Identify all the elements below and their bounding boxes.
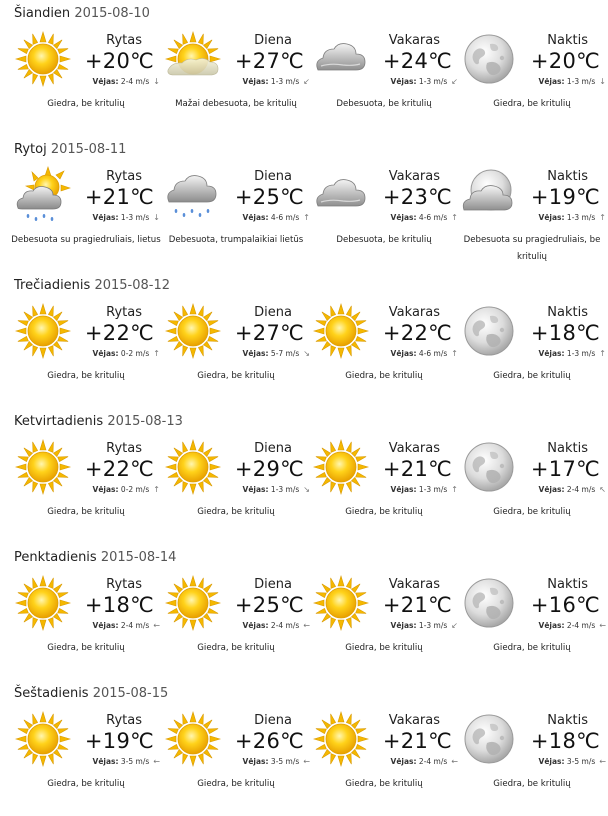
wind-info [93, 621, 160, 631]
period-forecast [458, 710, 606, 814]
wind-label: Vėjas: [242, 757, 269, 766]
wind-speed: 4-6 m/s [270, 213, 300, 222]
wind-direction-icon: ↙ [303, 77, 310, 86]
period-forecast [162, 574, 310, 678]
wind-speed: 1-3 m/s [418, 621, 448, 630]
temperature: +23℃ [382, 185, 452, 209]
period-name: Vakaras [388, 305, 440, 320]
wind-direction-icon: ← [599, 757, 606, 766]
period-forecast [12, 574, 160, 678]
period-forecast [12, 30, 160, 134]
sun-icon [312, 574, 370, 632]
wind-label: Vėjas: [538, 757, 565, 766]
cloud-icon [312, 166, 370, 224]
period-forecast [12, 302, 160, 406]
day-forecast [0, 408, 608, 544]
wind-info [243, 349, 310, 359]
day-date: 2015-08-12 [94, 278, 171, 293]
wind-speed: 2-4 m/s [418, 757, 448, 766]
day-name: Šiandien [14, 6, 71, 21]
moon-cloud-icon [460, 166, 518, 224]
wind-speed: 5-7 m/s [270, 349, 300, 358]
weather-description: Giedra, be kritulių [493, 99, 571, 109]
wind-info [539, 349, 606, 359]
wind-speed: 1-3 m/s [566, 349, 596, 358]
wind-direction-icon: ↘ [303, 485, 310, 494]
period-forecast [310, 710, 458, 814]
day-name: Trečiadienis [14, 278, 91, 293]
sun-icon [164, 574, 222, 632]
wind-speed: 1-3 m/s [418, 485, 448, 494]
temperature: +21℃ [84, 185, 154, 209]
wind-label: Vėjas: [538, 213, 565, 222]
weather-description: Giedra, be kritulių [47, 643, 125, 653]
wind-speed: 0-2 m/s [120, 485, 150, 494]
wind-info [93, 213, 160, 223]
period-name: Naktis [547, 169, 588, 184]
day-date: 2015-08-10 [74, 6, 150, 21]
wind-speed: 1-3 m/s [270, 485, 300, 494]
wind-info [93, 77, 160, 87]
temperature: +21℃ [382, 729, 452, 753]
wind-label: Vėjas: [390, 621, 417, 630]
wind-direction-icon: ↙ [451, 621, 458, 630]
wind-label: Vėjas: [92, 349, 119, 358]
wind-speed: 4-6 m/s [418, 213, 448, 222]
wind-info [391, 621, 458, 631]
wind-label: Vėjas: [242, 621, 269, 630]
weather-description: Giedra, be kritulių [47, 99, 125, 109]
wind-info [539, 485, 606, 495]
wind-label: Vėjas: [538, 349, 565, 358]
sun-icon [14, 574, 72, 632]
weather-description: Giedra, be kritulių [197, 643, 275, 653]
moon-icon [460, 710, 518, 768]
wind-info [539, 757, 606, 767]
weather-description: Giedra, be kritulių [47, 779, 125, 789]
weather-description: Giedra, be kritulių [197, 371, 275, 381]
wind-info [243, 485, 310, 495]
period-name: Rytas [106, 713, 142, 728]
wind-speed: 2-4 m/s [120, 77, 150, 86]
wind-direction-icon: ↑ [599, 213, 606, 222]
period-forecast [12, 166, 160, 270]
wind-speed: 3-5 m/s [566, 757, 596, 766]
period-forecast [458, 438, 606, 542]
period-name: Vakaras [388, 33, 440, 48]
wind-label: Vėjas: [390, 213, 417, 222]
temperature: +21℃ [382, 457, 452, 481]
weather-description: Debesuota, be kritulių [336, 235, 432, 245]
wind-info [243, 213, 310, 223]
day-date: 2015-08-14 [100, 550, 177, 565]
cloud-rain-icon [164, 166, 222, 224]
temperature: +25℃ [234, 593, 304, 617]
temperature: +19℃ [530, 185, 600, 209]
period-name: Vakaras [388, 441, 440, 456]
period-name: Vakaras [388, 713, 440, 728]
wind-label: Vėjas: [538, 485, 565, 494]
wind-direction-icon: ↑ [451, 213, 458, 222]
sun-icon [14, 710, 72, 768]
wind-direction-icon: ↖ [599, 485, 606, 494]
wind-speed: 1-3 m/s [120, 213, 150, 222]
weather-description: Debesuota su pragiedruliais, lietus [11, 235, 161, 245]
wind-label: Vėjas: [242, 485, 269, 494]
day-forecast [0, 680, 608, 816]
wind-label: Vėjas: [538, 77, 565, 86]
sun-icon [312, 302, 370, 360]
day-date: 2015-08-13 [107, 414, 183, 429]
wind-direction-icon: ↑ [599, 349, 606, 358]
weather-description: Giedra, be kritulių [197, 779, 275, 789]
temperature: +24℃ [382, 49, 452, 73]
period-name: Vakaras [388, 577, 440, 592]
period-name: Naktis [547, 441, 588, 456]
wind-info [539, 621, 606, 631]
temperature: +22℃ [84, 321, 154, 345]
day-forecast [0, 136, 608, 272]
sun-icon [164, 438, 222, 496]
period-name: Diena [254, 33, 292, 48]
period-forecast [162, 438, 310, 542]
day-name: Penktadienis [14, 550, 97, 565]
wind-direction-icon: ↑ [153, 349, 160, 358]
period-forecast [458, 166, 606, 270]
period-forecast [310, 166, 458, 270]
wind-speed: 2-4 m/s [566, 485, 596, 494]
wind-speed: 1-3 m/s [418, 77, 448, 86]
moon-icon [460, 302, 518, 360]
temperature: +26℃ [234, 729, 304, 753]
wind-info [243, 621, 310, 631]
period-name: Rytas [106, 169, 142, 184]
wind-direction-icon: ↓ [153, 213, 160, 222]
weather-description: Giedra, be kritulių [493, 643, 571, 653]
temperature: +20℃ [530, 49, 600, 73]
period-name: Naktis [547, 33, 588, 48]
temperature: +18℃ [84, 593, 154, 617]
temperature: +29℃ [234, 457, 304, 481]
wind-speed: 1-3 m/s [270, 77, 300, 86]
wind-label: Vėjas: [92, 485, 119, 494]
weather-description: Giedra, be kritulių [197, 507, 275, 517]
moon-icon [460, 30, 518, 88]
period-name: Rytas [106, 305, 142, 320]
sun-cloud-rain-icon [14, 166, 72, 224]
period-forecast [162, 30, 310, 134]
wind-direction-icon: ↑ [451, 349, 458, 358]
sun-haze-icon [164, 30, 222, 88]
period-forecast [310, 438, 458, 542]
weather-description: Giedra, be kritulių [345, 779, 423, 789]
day-forecast [0, 0, 608, 136]
weather-description: Giedra, be kritulių [493, 779, 571, 789]
wind-info [243, 757, 310, 767]
period-forecast [310, 302, 458, 406]
wind-direction-icon: ↓ [153, 77, 160, 86]
weather-description: Debesuota, trumpalaikiai lietūs [168, 235, 304, 245]
day-title [14, 550, 176, 566]
wind-label: Vėjas: [92, 757, 119, 766]
wind-label: Vėjas: [242, 213, 269, 222]
period-name: Diena [254, 713, 292, 728]
wind-label: Vėjas: [390, 485, 417, 494]
wind-speed: 4-6 m/s [418, 349, 448, 358]
day-name: Šeštadienis [14, 686, 89, 701]
sun-icon [164, 302, 222, 360]
weather-description: Giedra, be kritulių [345, 507, 423, 517]
weather-description: Mažai debesuota, be kritulių [175, 99, 297, 109]
day-forecast [0, 272, 608, 408]
wind-info [391, 213, 458, 223]
wind-info [93, 349, 160, 359]
wind-label: Vėjas: [390, 77, 417, 86]
weather-description: Debesuota, be kritulių [336, 99, 432, 109]
temperature: +18℃ [530, 729, 600, 753]
wind-direction-icon: ← [451, 757, 458, 766]
wind-direction-icon: ← [303, 621, 310, 630]
day-name: Rytoj [14, 142, 47, 157]
period-name: Diena [254, 577, 292, 592]
wind-label: Vėjas: [92, 77, 119, 86]
moon-icon [460, 574, 518, 632]
period-forecast [458, 302, 606, 406]
period-name: Diena [254, 305, 292, 320]
weather-description: Giedra, be kritulių [345, 643, 423, 653]
wind-direction-icon: ↑ [153, 485, 160, 494]
day-title [14, 686, 168, 702]
sun-icon [14, 438, 72, 496]
weather-description: Giedra, be kritulių [345, 371, 423, 381]
temperature: +18℃ [530, 321, 600, 345]
wind-direction-icon: ↓ [599, 77, 606, 86]
temperature: +22℃ [84, 457, 154, 481]
day-forecast [0, 544, 608, 680]
period-forecast [162, 166, 310, 270]
period-forecast [458, 30, 606, 134]
period-forecast [12, 438, 160, 542]
temperature: +22℃ [382, 321, 452, 345]
wind-direction-icon: ↑ [451, 485, 458, 494]
period-name: Diena [254, 169, 292, 184]
wind-speed: 3-5 m/s [270, 757, 300, 766]
wind-direction-icon: ← [303, 757, 310, 766]
wind-direction-icon: ← [153, 621, 160, 630]
wind-label: Vėjas: [242, 77, 269, 86]
wind-speed: 2-4 m/s [566, 621, 596, 630]
wind-info [391, 349, 458, 359]
sun-icon [14, 302, 72, 360]
weather-description: Giedra, be kritulių [47, 371, 125, 381]
wind-label: Vėjas: [390, 349, 417, 358]
day-date: 2015-08-15 [92, 686, 169, 701]
period-name: Naktis [547, 713, 588, 728]
wind-label: Vėjas: [390, 757, 417, 766]
weather-description: Debesuota su pragiedruliais, be kritulių [463, 235, 601, 262]
period-forecast [310, 574, 458, 678]
cloud-icon [312, 30, 370, 88]
wind-speed: 1-3 m/s [566, 213, 596, 222]
wind-label: Vėjas: [92, 213, 119, 222]
sun-icon [312, 438, 370, 496]
wind-speed: 0-2 m/s [120, 349, 150, 358]
period-name: Diena [254, 441, 292, 456]
temperature: +21℃ [382, 593, 452, 617]
period-name: Vakaras [388, 169, 440, 184]
wind-info [391, 485, 458, 495]
temperature: +17℃ [530, 457, 600, 481]
period-name: Rytas [106, 441, 142, 456]
wind-speed: 2-4 m/s [270, 621, 300, 630]
period-forecast [162, 302, 310, 406]
period-name: Rytas [106, 33, 142, 48]
wind-direction-icon: ← [153, 757, 160, 766]
weather-description: Giedra, be kritulių [493, 371, 571, 381]
weather-description: Giedra, be kritulių [47, 507, 125, 517]
period-forecast [162, 710, 310, 814]
wind-label: Vėjas: [538, 621, 565, 630]
wind-speed: 2-4 m/s [120, 621, 150, 630]
weather-description: Giedra, be kritulių [493, 507, 571, 517]
temperature: +25℃ [234, 185, 304, 209]
wind-speed: 3-5 m/s [120, 757, 150, 766]
day-name: Ketvirtadienis [14, 414, 104, 429]
period-forecast [310, 30, 458, 134]
wind-direction-icon: ↘ [303, 349, 310, 358]
day-title [14, 142, 126, 158]
wind-info [243, 77, 310, 87]
period-name: Naktis [547, 305, 588, 320]
wind-info [93, 485, 160, 495]
sun-icon [14, 30, 72, 88]
wind-info [391, 757, 458, 767]
wind-direction-icon: ↙ [451, 77, 458, 86]
temperature: +19℃ [84, 729, 154, 753]
wind-label: Vėjas: [92, 621, 119, 630]
wind-info [93, 757, 160, 767]
day-title [14, 6, 150, 22]
wind-direction-icon: ↑ [303, 213, 310, 222]
period-name: Naktis [547, 577, 588, 592]
wind-speed: 1-3 m/s [566, 77, 596, 86]
wind-info [539, 77, 606, 87]
sun-icon [164, 710, 222, 768]
period-forecast [12, 710, 160, 814]
period-forecast [458, 574, 606, 678]
wind-info [391, 77, 458, 87]
temperature: +27℃ [234, 49, 304, 73]
moon-icon [460, 438, 518, 496]
wind-label: Vėjas: [242, 349, 269, 358]
day-title [14, 414, 183, 430]
sun-icon [312, 710, 370, 768]
temperature: +27℃ [234, 321, 304, 345]
wind-direction-icon: ← [599, 621, 606, 630]
period-name: Rytas [106, 577, 142, 592]
temperature: +16℃ [530, 593, 600, 617]
temperature: +20℃ [84, 49, 154, 73]
day-title [14, 278, 170, 294]
wind-info [539, 213, 606, 223]
day-date: 2015-08-11 [50, 142, 127, 157]
